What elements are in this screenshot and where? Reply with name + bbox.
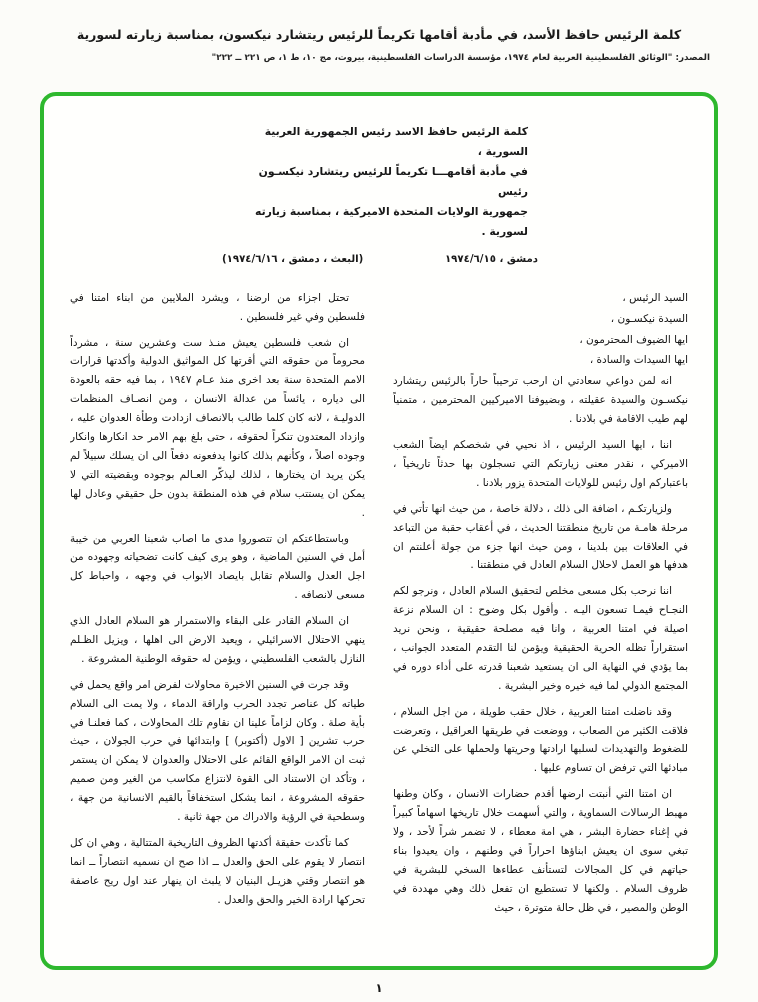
heading-line: كلمة الرئيس حافظ الاسد رئيس الجمهورية العربية السورية ،	[264, 125, 528, 158]
heading-line: جمهورية الولايات المتحدة الاميركية ، بمناسبة زيارته لسورية .	[255, 204, 528, 238]
column-left	[70, 289, 365, 970]
green-frame	[40, 92, 718, 970]
speech-heading	[226, 122, 528, 242]
salutation-line: السيدة نيكسـون ،	[610, 312, 688, 325]
heading-line: في مأدبة أقامهـــا تكريماً للرئيس ريتشارد نيكسـون رئيس	[258, 164, 528, 198]
salutation-line: ايها الضيوف المحترمون ،	[579, 333, 688, 346]
document-title: كلمة الرئيس حافظ الأسد، في مأدبة أقامها تكريماً للرئيس ريتشارد نيكسون، بمناسبة زيارته لسورية	[76, 27, 682, 42]
paragraph: وقد جرت في السنين الاخيرة محاولات لفرض امر واقع يحمل في طياته كل عناصر تجدد الحرب واراقة الدماء ، ولا يمت الى السلام بأية صلة . وكان لزاماً علينا ان نقاوم تلك المحاولات ، كما فعلنـا في حرب تشرين [ الاول (أكتوبر) ] وابتدائها في حرب الجولان ، حيث ثبت ان الامر الواقع القائم على الاحتلال والعدوان لا يمكن ان يستمر ، وتأكد ان الاستناد الى القوة لانتزاع مكاسب من الغير ومن صميم حقوقه المشروعة ، انما يشكل استخفافاً بالقيم الانسانية من جهة ، وسطحية في الرؤية والادراك من جهة ثانية .	[70, 678, 365, 823]
paragraph: ان شعب فلسطين يعيش منـذ ست وعشرين سنة ، مشرداً محروماً من حقوقه التي أقرتها كل المواثيق الدولية وأكدتها قرارات الامم المتحدة سنة بعد اخرى منذ عـام ١٩٤٧ ، بما فيه حقه بالعودة الى دياره ، يائساً من عدالة الانسان ، ومن انصـاف المنظمات الدوليـة ، لانه كان كلما طالب بالانصاف ازدادت وطأة العدوان عليه ، وازداد المعتدون تنكراً لحقوقه ، حتى بلغ بهم الامر حد انكارها وانكار وجوده اصلاً ، وكأنهم بذلك كانوا يدفعونه دفعاً الى ان يسلك سبيلاً لم يكن يريد ان يختارها ، لذلك ليذكّر العـالم بوجوده وبقضيته التي لا يمكن ان يستتب سلام في هذه المنطقة بدون حل حقيقي وعادل لها .	[70, 336, 365, 519]
paragraph: انه لمن دواعي سعادتي ان ارحب ترحيباً حاراً بالرئيس ريتشارد نيكسـون والسيدة عقيلته ، وبضيوفنا الاميركيين المحترمين ، متمنياً لهم طيب الاقامة في بلادنا .	[393, 375, 688, 426]
dateline-place-date: دمشق ، ١٩٧٤/٦/١٥	[444, 253, 538, 265]
salutation-line: ايها السيدات والسادة ،	[589, 354, 688, 367]
salutation-line: السيد الرئيس ،	[622, 291, 688, 304]
paragraph: ولزيارتكـم ، اضافة الى ذلك ، دلالة خاصة ، من حيث انها تأتي في مرحلة هامـة من تاريخ منطقتنا الحديث ، في أعقاب حقبة من التباعد في العلاقات بين بلدينا ، ومن حيث انها جزء من جولة أعلنتم ان هدفها هو العمل لاحلال السلام العادل في منطقتنا .	[393, 502, 688, 572]
dateline-publication: (البعث ، دمشق ، ١٩٧٤/٦/١٦)	[222, 253, 364, 265]
paragraph: تحتل اجزاء من ارضنا ، ويشرد الملايين من ابناء امتنا في فلسطين وفي غير فلسطين .	[70, 291, 365, 323]
body-columns	[70, 289, 688, 970]
page-number: ١	[375, 981, 383, 995]
paragraph: كما تأكدت حقيقة أكدتها الظروف التاريخية المتتالية ، وهي ان كل انتصار لا يقوم على الحق والعدل ــ اذا صح ان نسميه انتصاراً ــ انما هو انتصار وقتي هزيـل البنيان لا يلبث ان ينهار عند اول ريح عاصفة تحركها ارادة الخير والحق والعدل .	[70, 836, 365, 906]
dateline	[222, 254, 538, 265]
paragraph: اننا ، ايها السيد الرئيس ، اذ نحيي في شخصكم ايضاً الشعب الاميركي ، نقدر معنى زيارتكم التي تسجلون بها حدثاً تاريخياً ، باعتباركم اول رئيس للولايات المتحدة يزور بلادنا .	[393, 439, 688, 489]
source-citation: المصدر: "الوثائق الفلسطينية العربية لعام ١٩٧٤، مؤسسة الدراسات الفلسطينية، بيروت، مج ١٠، ط ١، ص ٢٢١ ــ ٢٢٢"	[211, 52, 710, 63]
salutations	[393, 289, 688, 371]
paragraph: ان امتنا التي أنبتت ارضها أقدم حضارات الانسان ، وكان وطنها مهبط الرسالات السماوية ، والتي أسهمت خلال تاريخها اسهاماً كبيراً في إغناء حضارة البشر ، هي امة معطاء ، لا تضمر شراً لأحد ، ولا تبغي سوى ان يعيش ابناؤها احراراً في وطنهم ، وان يعيدوا بناء حياتهم في كل المجالات لتستأنف عطاءها السخي للبشرية في ظروف السلام . ولكنها لا تستطيع ان تفعل ذلك وهي مهددة في الوطن والمصير ، في ظل حالة متوترة ، حيث	[393, 788, 688, 914]
column-right	[393, 289, 688, 970]
paragraph: اننا نرحب بكل مسعى مخلص لتحقيق السلام العادل ، ونرجو لكم النجـاح فيمـا تسعون اليـه . وأقول بكل وضوح : ان السلام نزعة اصيلة في امتنا العربية ، وانا فيه مصلحة حقيقية ، ونحن نريد استقراراً تظله الحرية الحقيقية ويؤمن لنا التقدم المتعدد الجوانب ، بما يؤدي في النهاية الى ان يستعيد شعبنا قدرته على أداء دوره في المجتمع الدولي لما فيه خيره وخير البشرية .	[393, 585, 688, 692]
paragraph: وقد ناضلت امتنا العربية ، خلال حقب طويلة ، من اجل السلام ، فلاقت الكثير من الصعاب ، ووضعت في طريقها العراقيل ، وتعرضت للضغوط والتهديدات لسلبها ارادتها وحريتها ولحملها على التخلي عن مبادئها التي ترفض ان تساوم عليها .	[393, 705, 688, 775]
paragraph: وباستطاعتكم ان تتصوروا مدى ما اصاب شعبنا العربي من خيبة أمل في السنين الماضية ، وهو يرى كيف كانت تضحياته وجهوده من اجل العدل والسلام تقابل بايصاد الابواب في وجهه ، واحباط كل مسعى لانصافه .	[70, 532, 365, 602]
paragraph: ان السلام القادر على البقاء والاستمرار هو السلام العادل الذي ينهي الاحتلال الاسرائيلي ، ويعيد الارض الى اهلها ، ويزيل الظـلم النازل بالشعب الفلسطيني ، ويؤمن له حقوقه الوطنية المشروعة .	[70, 615, 365, 665]
